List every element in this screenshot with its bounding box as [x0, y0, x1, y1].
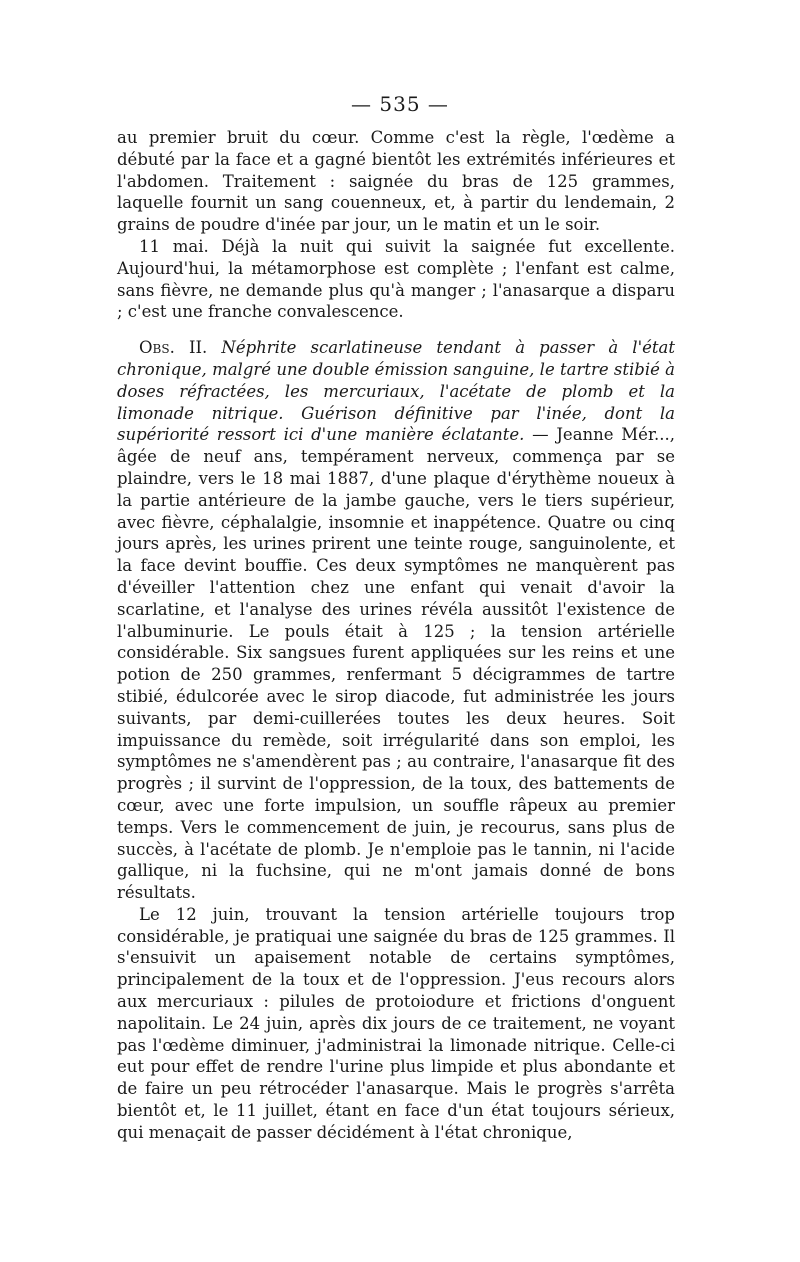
observation-paragraph — [117, 337, 675, 904]
paragraph-2: 11 mai. Déjà la nuit qui suivit la saignée fut excellente. Aujourd'hui, la métamorphose est complète ; l'enfant est calme, sans fièvre, ne demande plus qu'à manger ; l'anasarque a disparu ; c'est une franche convalescence. — [117, 236, 675, 322]
observation-title: Néphrite scarlatineuse tendant à passer à l'état chronique, malgré une double émission sanguine, le tartre stibié à doses réfractées, les mercuriaux, l'acétate de plomb et la limonade nitrique. Guérison définitive par l'inée, dont la supériorité ressort ici d'une manière éclatante. — [117, 338, 675, 445]
paragraph-4: Le 12 juin, trouvant la tension artérielle toujours trop considérable, je pratiquai une saignée du bras de 125 grammes. Il s'ensuivit un apaisement notable de certains symptômes, principalement de la toux et de l'oppression. J'eus recours alors aux mercuriaux : pilules de protoiodure et frictions d'onguent napolitain. Le 24 juin, après dix jours de ce traitement, ne voyant pas l'œdème diminuer, j'administrai la limonade nitrique. Celle-ci eut pour effet de rendre l'urine plus limpide et plus abondante et de faire un peu rétrocéder l'anasarque. Mais le progrès s'arrêta bientôt et, le 11 juillet, étant en face d'un état toujours sérieux, qui menaçait de passer décidément à l'état chronique, — [117, 904, 675, 1142]
page-number: — 535 — — [351, 92, 449, 116]
observation-label: Obs. II. — [139, 338, 208, 358]
body-text — [117, 127, 675, 1144]
observation-text: — Jeanne Mér..., âgée de neuf ans, tempérament nerveux, commença par se plaindre, vers le 18 mai 1887, d'une plaque d'érythème noueux à la partie antérieure de la jambe gauche, vers le tiers supérieur, avec fièvre, céphalalgie, insomnie et inappétence. Quatre ou cinq jours après, les urines prirent une teinte rouge, sanguinolente, et la face devint bouffie. Ces deux symptômes ne manquèrent pas d'éveiller l'attention chez une enfant qui venait d'avoir la scarlatine, et l'analyse des urines révéla aussitôt l'existence de l'albuminurie. Le pouls était à 125 ; la tension artérielle considérable. Six sangsues furent appliquées sur les reins et une potion de 250 grammes, renfermant 5 décigrammes de tartre stibié, édulcorée avec le sirop diacode, fut administrée les jours suivants, par demi-cuillerées toutes les deux heures. Soit impuissance du remède, soit irrégularité dans son emploi, les symptômes ne s'amendèrent pas ; au contraire, l'anasarque fit des progrès ; il survint de l'oppression, de la toux, des battements de cœur, avec une forte impulsion, un souffle râpeux au premier temps. Vers le commencement de juin, je recourus, sans plus de succès, à l'acétate de plomb. Je n'emploie pas le tannin, ni l'acide gallique, ni la fuchsine, qui ne m'ont jamais donné de bons résultats. — [117, 425, 676, 903]
paragraph-1: au premier bruit du cœur. Comme c'est la règle, l'œdème a débuté par la face et a gagné bientôt les extrémités inférieures et l'abdomen. Traitement : saignée du bras de 125 grammes, laquelle fournit un sang couenneux, et, à partir du lendemain, 2 grains de poudre d'inée par jour, un le matin et un le soir. — [117, 128, 675, 235]
